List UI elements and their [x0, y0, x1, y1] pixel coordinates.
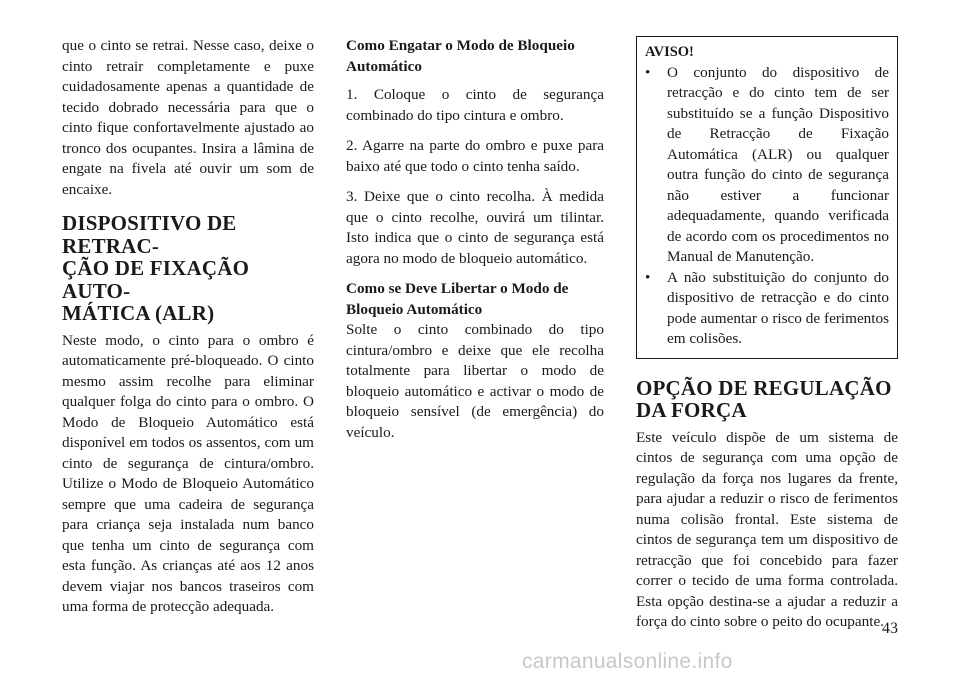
- heading-line: DISPOSITIVO DE RETRAC-: [62, 211, 237, 258]
- page-number: 43: [882, 620, 898, 637]
- intro-paragraph: que o cinto se retrai. Nesse caso, deixe o cinto retrair completamente e puxe cuidadosamente apenas a quantidade de tecido dobrado necessária para que o cinto fique confortavelmente ajustado ao tronco dos ocupantes. Insira a lâmina de engate na fivela até ouvir um som de encaixe.: [62, 37, 314, 198]
- column-3: [636, 36, 898, 633]
- heading-line: ÇÃO DE FIXAÇÃO AUTO-: [62, 256, 250, 303]
- section-heading-force: [636, 377, 898, 422]
- warning-title: AVISO!: [645, 44, 694, 60]
- step-paragraph: 2. Agarre na parte do ombro e puxe para baixo até que todo o cinto tenha saído.: [346, 137, 604, 175]
- heading-line: DA FORÇA: [636, 398, 747, 422]
- subheading-engage: Como Engatar o Modo de Bloqueio Automático: [346, 37, 575, 75]
- step-paragraph: 1. Coloque o cinto de segurança combinado do tipo cintura e ombro.: [346, 86, 604, 124]
- force-body-paragraph: Este veículo dispõe de um sistema de cintos de segurança com uma opção de regulação da força nos lugares da frente, para ajudar a reduzir o risco de ferimentos numa colisão frontal. Este sistema de cintos de segurança tem um dispositivo de retracção que foi concebido para fazer correr o tecido de uma forma controlada. Esta opção destina-se a ajudar a reduzir a força do cinto sobre o peito do ocupante.: [636, 428, 898, 630]
- warning-box: [636, 36, 898, 359]
- bullet-icon: •: [645, 63, 651, 81]
- release-paragraph: Solte o cinto combinado do tipo cintura/ombro e deixe que ele recolha totalmente para libertar o modo de bloqueio automático e activar o modo de bloqueio sensível (de emergência) do veículo.: [346, 321, 604, 441]
- alr-body-paragraph: Neste modo, o cinto para o ombro é automaticamente pré-bloqueado. O cinto mesmo assim recolhe para eliminar qualquer folga do cinto para o ombro. O Modo de Bloqueio Automático está disponível em todos os assentos, com um cinto de segurança de cintura/ombro. Utilize o Modo de Bloqueio Automático sempre que uma cadeira de segurança para criança seja instalada num banco que tenha um cinto de segurança com esta função. As crianças até aos 12 anos devem viajar nos bancos traseiros com uma forma de protecção adequada.: [62, 331, 314, 615]
- bullet-icon: •: [645, 268, 651, 286]
- subheading-release: Como se Deve Libertar o Modo de Bloqueio Automático: [346, 280, 569, 318]
- warning-item-text: O conjunto do dispositivo de retracção e do cinto tem de ser substituído se a função Dispositivo de Retracção de Fixação Automática (ALR) ou qualquer outra função do cinto de segurança não estiver a funcionar adequadamente, quando verificada de acordo com os procedimentos no Manual de Manutenção.: [667, 63, 889, 265]
- column-1: [62, 36, 314, 618]
- warning-list: [645, 63, 889, 350]
- step-paragraph: 3. Deixe que o cinto recolha. À medida que o cinto recolhe, ouvirá um tilintar. Isto indica que o cinto de segurança está agora no modo de bloqueio automático.: [346, 188, 604, 267]
- watermark: carmanualsonline.info: [522, 650, 733, 673]
- heading-line: OPÇÃO DE REGULAÇÃO: [636, 375, 892, 400]
- section-heading-alr: [62, 212, 314, 325]
- warning-item: [645, 63, 889, 268]
- warning-item: [645, 268, 889, 350]
- warning-item-text: A não substituição do conjunto do dispositivo de retracção e do cinto pode aumentar o risco de ferimentos em colisões.: [667, 268, 889, 347]
- column-2: [346, 36, 604, 443]
- heading-line: MÁTICA (ALR): [62, 301, 215, 325]
